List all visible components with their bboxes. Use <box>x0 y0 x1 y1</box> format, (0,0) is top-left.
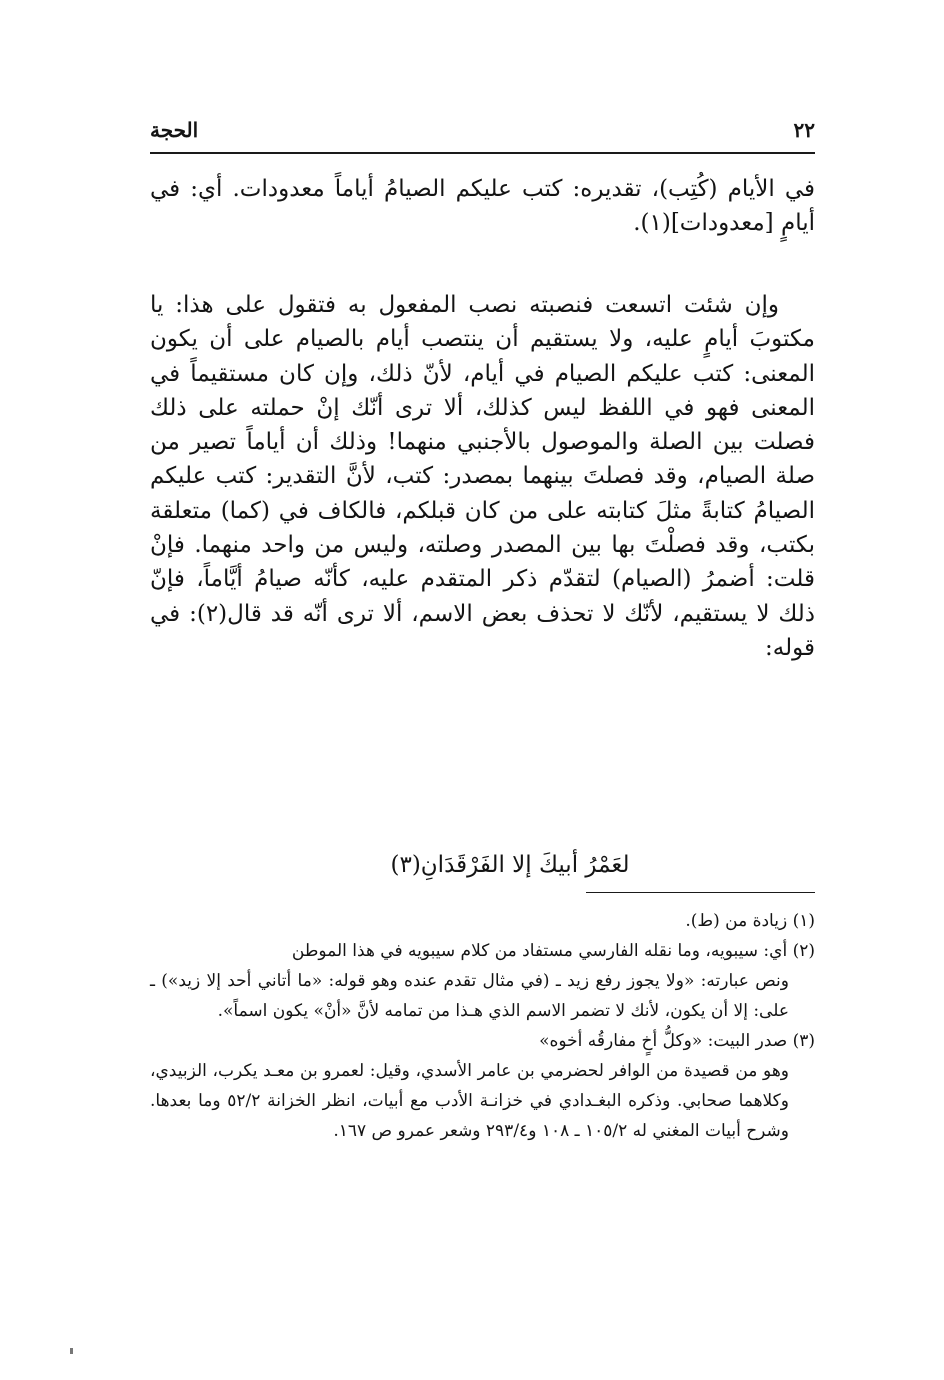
footnote-2: (٢) أي: سيبويه، وما نقله الفارسي مستفاد من كلام سيبويه في هذا الموطن <box>291 941 815 961</box>
poetry-verse: لعَمْرُ أبيكَ إلا الفَرْقَدَانِ(٣) <box>390 852 630 878</box>
footnotes <box>150 906 815 1146</box>
page-number: ٢٢ <box>793 118 815 142</box>
paragraph-1: في الأيام (كُتِب)، تقديره: كتب عليكم الصيامُ أياماً معدودات. أي: في أيامٍ [معدودات](١). <box>150 176 815 236</box>
footnote-3: (٣) صدر البيت: «وكلُّ أخٍ مفارقُه أخوه» <box>539 1031 815 1051</box>
footnote-separator <box>586 892 815 893</box>
running-header <box>150 118 815 154</box>
footnote-1: (١) زيادة من (ط). <box>685 911 815 931</box>
paragraph-2: وإن شئت اتسعت فنصبته نصب المفعول به فتقول على هذا: يا مكتوبَ أيامٍ عليه، ولا يستقيم أن ينتصب أيام بالصيام على أن يكون المعنى: كتب عليكم الصيام في أيام، لأنّ ذلك، وإن كان مستقيماً في المعنى فهو في اللفظ ليس كذلك، ألا ترى أنّك إنْ حملته على ذلك فصلت بين الصلة والموصول بالأجنبي منهما! وذلك أن أياماً تصير من صلة الصيام، وقد فصلتَ بينهما بمصدر: كتب، لأنَّ التقدير: كتب عليكم الصيامُ كتابةً مثلَ كتابته على من كان قبلكم، فالكاف في (كما) متعلقة بكتب، وقد فصلْتَ بها بين المصدر وصلته، وليس من واحد منهما. فإنْ قلت: أضمرُ (الصيام) لتقدّم ذكر المتقدم عليه، كأنّه صيامُ أيَّاماً، فإنّ ذلك لا يستقيم، لأنّك لا تحذف بعض الاسم، ألا ترى أنّه قد قال(٢): في قوله: <box>150 292 815 661</box>
footnote-2-continuation: ونص عبارته: «ولا يجوز رفع زيد ـ (في مثال تقدم عنده وهو قوله: «ما أتاني أحد إلا زيد») ـ على: إلا أن يكون، لأنك لا تضمر الاسم الذي هـذا من تمامه لأنَّ «أنْ» يكون اسماً». <box>150 971 789 1021</box>
book-title: الحجة <box>150 118 199 142</box>
scan-speck <box>70 1348 73 1354</box>
footnote-3-continuation: وهو من قصيدة من الوافر لحضرمي بن عامر الأسدي، وقيل: لعمرو بن معـد يكرب، الزبيدي، وكلاهما صحابي. وذكره البغـدادي في خزانـة الأدب مع أبيات، انظر الخزانة ٥٢/٢ وما بعدها. وشرح أبيات المغني له ١٠٥/٢ ـ ١٠٨ و٢٩٣/٤ وشعر عمرو ص ١٦٧. <box>150 1061 789 1141</box>
